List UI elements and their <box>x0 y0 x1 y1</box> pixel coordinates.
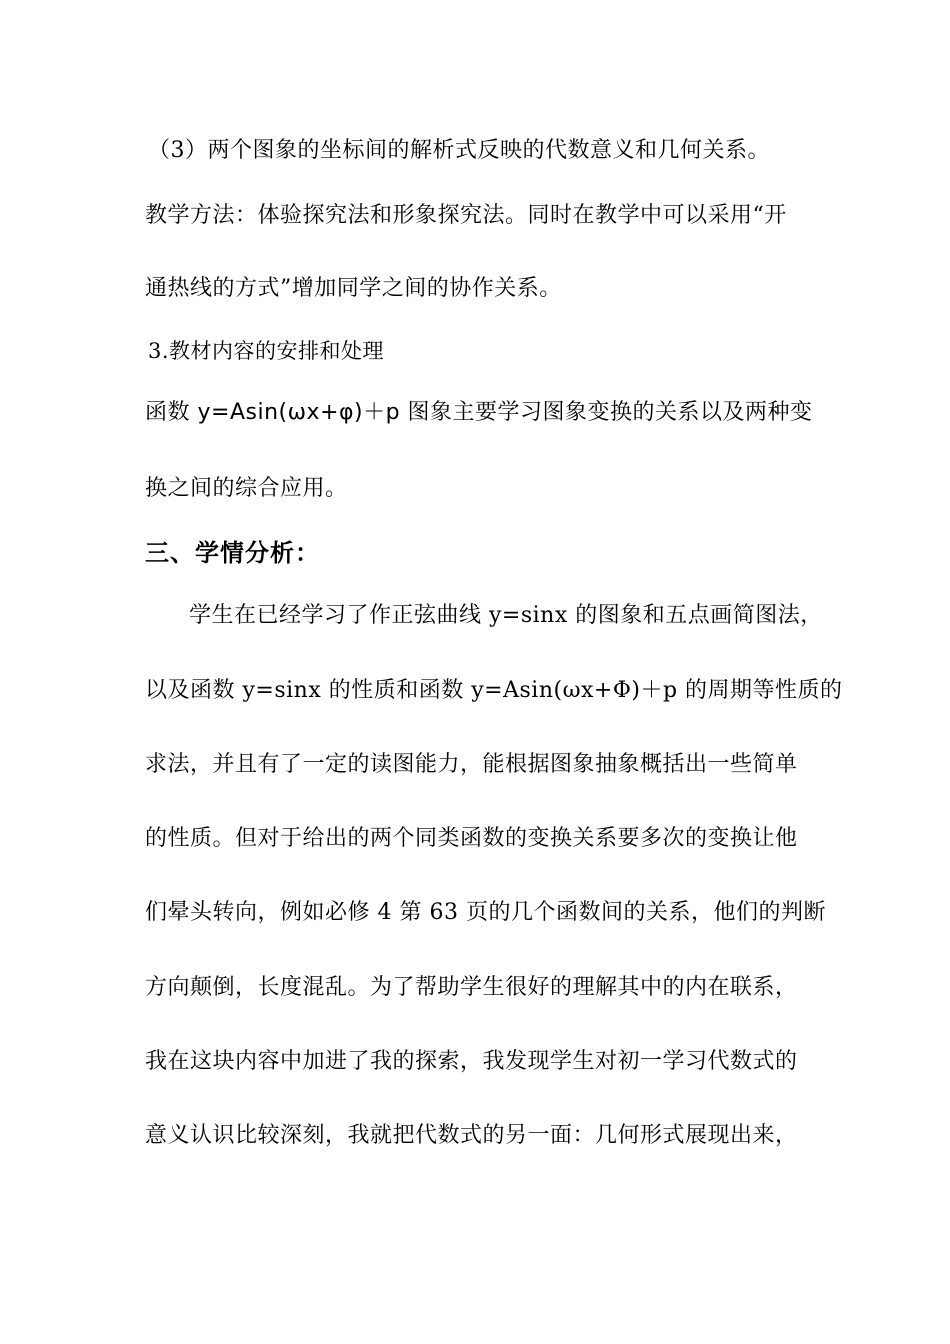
content-line-2: 换之间的综合应用。 <box>145 476 348 501</box>
content-line-1 <box>145 398 813 428</box>
item-3-text: （3）两个图象的坐标间的解析式反映的代数意义和几何关系。 <box>148 138 770 163</box>
paragraph-line-8: 意义认识比较深刻，我就把代数式的另一面：几何形式展现出来， <box>145 1123 798 1148</box>
section-heading-learning-analysis: 三、学情分析： <box>145 539 320 567</box>
paragraph-line-6: 方向颠倒，长度混乱。为了帮助学生很好的理解其中的内在联系， <box>145 975 798 1000</box>
paragraph-line-4: 的性质。但对于给出的两个同类函数的变换关系要多次的变换让他 <box>145 826 798 851</box>
paragraph-line-5: 们晕头转向，例如必修 4 第 63 页的几个函数间的关系，他们的判断 <box>145 900 826 925</box>
content-line-1-rest: 主要学习图象变换的关系以及两种变 <box>452 400 813 425</box>
teaching-method-line-2: 通热线的方式”增加同学之间的协作关系。 <box>145 276 562 301</box>
teaching-method-line-1: 教学方法：体验探究法和形象探究法。同时在教学中可以采用“开 <box>145 203 787 228</box>
paragraph-line-1: 学生在已经学习了作正弦曲线 y=sinx 的图象和五点画简图法， <box>189 603 823 628</box>
paragraph-line-7: 我在这块内容中加进了我的探索，我发现学生对初一学习代数式的 <box>145 1049 798 1074</box>
section-3-title: 3.教材内容的安排和处理 <box>148 339 385 363</box>
function-formula: 函数 y=Asin(ωx+φ)＋p 图象 <box>145 400 453 425</box>
paragraph-line-2: 以及函数 y=sinx 的性质和函数 y=Asin(ωx+Φ)＋p 的周期等性质的 <box>145 678 843 703</box>
paragraph-line-3: 求法，并且有了一定的读图能力，能根据图象抽象概括出一些简单 <box>145 752 798 777</box>
